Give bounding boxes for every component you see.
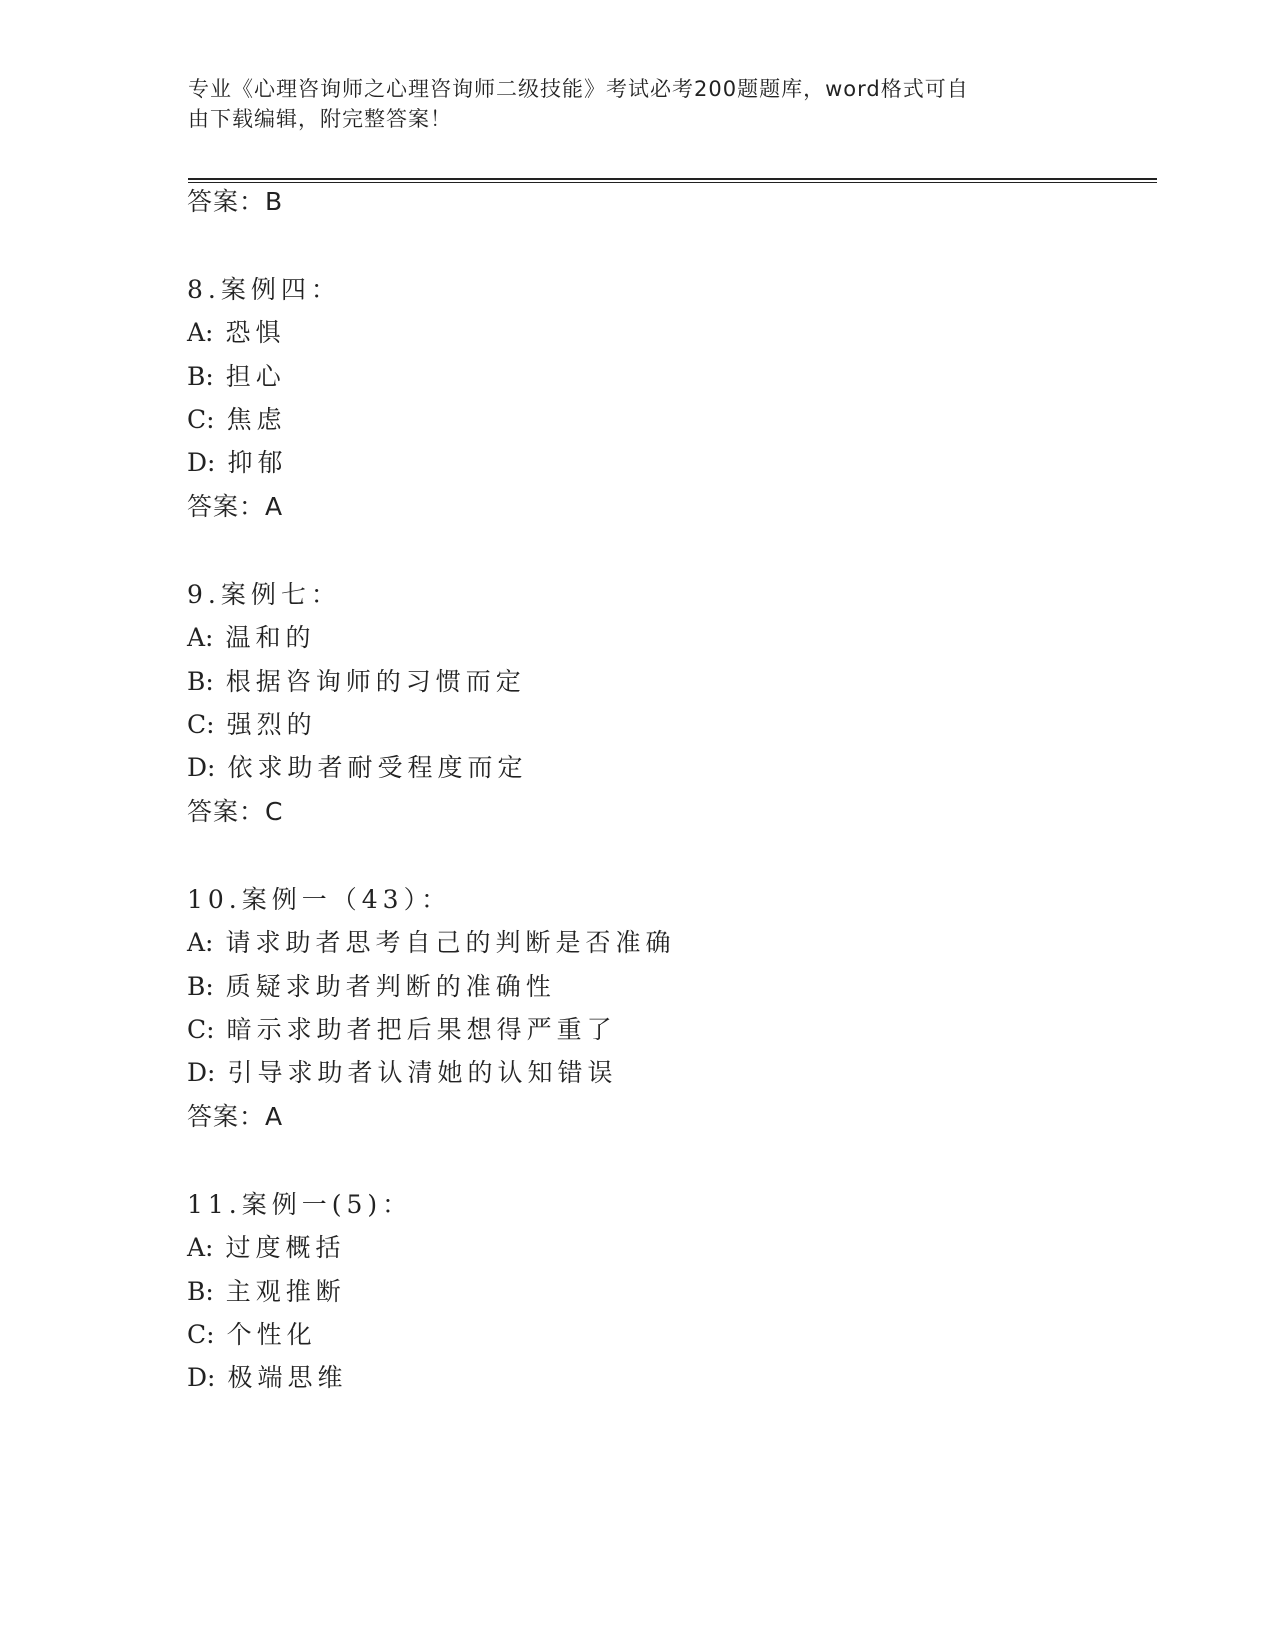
- option-letter: C:: [187, 1015, 215, 1044]
- header-line-1: 专业《心理咨询师之心理咨询师二级技能》考试必考200题题库，word格式可自: [188, 77, 969, 101]
- option-letter: D:: [187, 1363, 216, 1392]
- option-text: 担心: [225, 362, 286, 391]
- question-title: 10.案例一（43）：: [187, 885, 452, 914]
- option-c: [187, 708, 317, 742]
- option-b: [187, 665, 526, 699]
- option-letter: C:: [187, 405, 215, 434]
- option-text: 请求助者思考自己的判断是否准确: [225, 928, 676, 957]
- option-text: 引导求助者认清她的认知错误: [227, 1058, 618, 1087]
- option-letter: A:: [187, 318, 214, 347]
- document-header: [188, 74, 1088, 134]
- option-text: 依求助者耐受程度而定: [227, 753, 528, 782]
- answer-line: 答案：B: [187, 187, 284, 216]
- option-letter: D:: [187, 448, 216, 477]
- option-text: 暗示求助者把后果想得严重了: [226, 1015, 617, 1044]
- option-a: [187, 621, 316, 655]
- option-text: 根据咨询师的习惯而定: [225, 667, 526, 696]
- answer-line: 答案：A: [187, 1102, 284, 1131]
- option-b: [187, 970, 556, 1004]
- option-d: [187, 446, 287, 480]
- option-a: [187, 1231, 346, 1265]
- option-letter: C:: [187, 710, 215, 739]
- option-a: [187, 316, 286, 350]
- option-letter: B:: [187, 362, 214, 391]
- option-d: [187, 1361, 347, 1395]
- question-title: 8.案例四：: [187, 275, 341, 304]
- option-letter: C:: [187, 1320, 215, 1349]
- option-text: 过度概括: [225, 1233, 346, 1262]
- option-c: [187, 1318, 317, 1352]
- option-text: 恐惧: [225, 318, 286, 347]
- question-title: 11.案例一(5)：: [187, 1190, 413, 1219]
- option-text: 强烈的: [226, 710, 317, 739]
- option-text: 个性化: [226, 1320, 317, 1349]
- option-b: [187, 360, 286, 394]
- option-a: [187, 926, 676, 960]
- answer-line: 答案：A: [187, 492, 284, 521]
- option-text: 质疑求助者判断的准确性: [225, 972, 556, 1001]
- answer-line: 答案：C: [187, 797, 284, 826]
- option-d: [187, 751, 527, 785]
- option-letter: A:: [187, 928, 214, 957]
- option-d: [187, 1056, 617, 1090]
- question-title: 9.案例七：: [187, 580, 341, 609]
- header-line-2: 由下载编辑，附完整答案！: [188, 107, 452, 131]
- option-letter: B:: [187, 1277, 214, 1306]
- option-letter: D:: [187, 753, 216, 782]
- option-c: [187, 403, 287, 437]
- option-letter: A:: [187, 1233, 214, 1262]
- option-letter: D:: [187, 1058, 216, 1087]
- option-letter: B:: [187, 972, 214, 1001]
- option-letter: A:: [187, 623, 214, 652]
- option-b: [187, 1275, 346, 1309]
- option-letter: B:: [187, 667, 214, 696]
- option-text: 焦虑: [226, 405, 287, 434]
- option-text: 抑郁: [227, 448, 288, 477]
- header-divider: [188, 178, 1157, 183]
- option-text: 主观推断: [225, 1277, 346, 1306]
- option-text: 温和的: [225, 623, 316, 652]
- option-text: 极端思维: [227, 1363, 348, 1392]
- option-c: [187, 1013, 617, 1047]
